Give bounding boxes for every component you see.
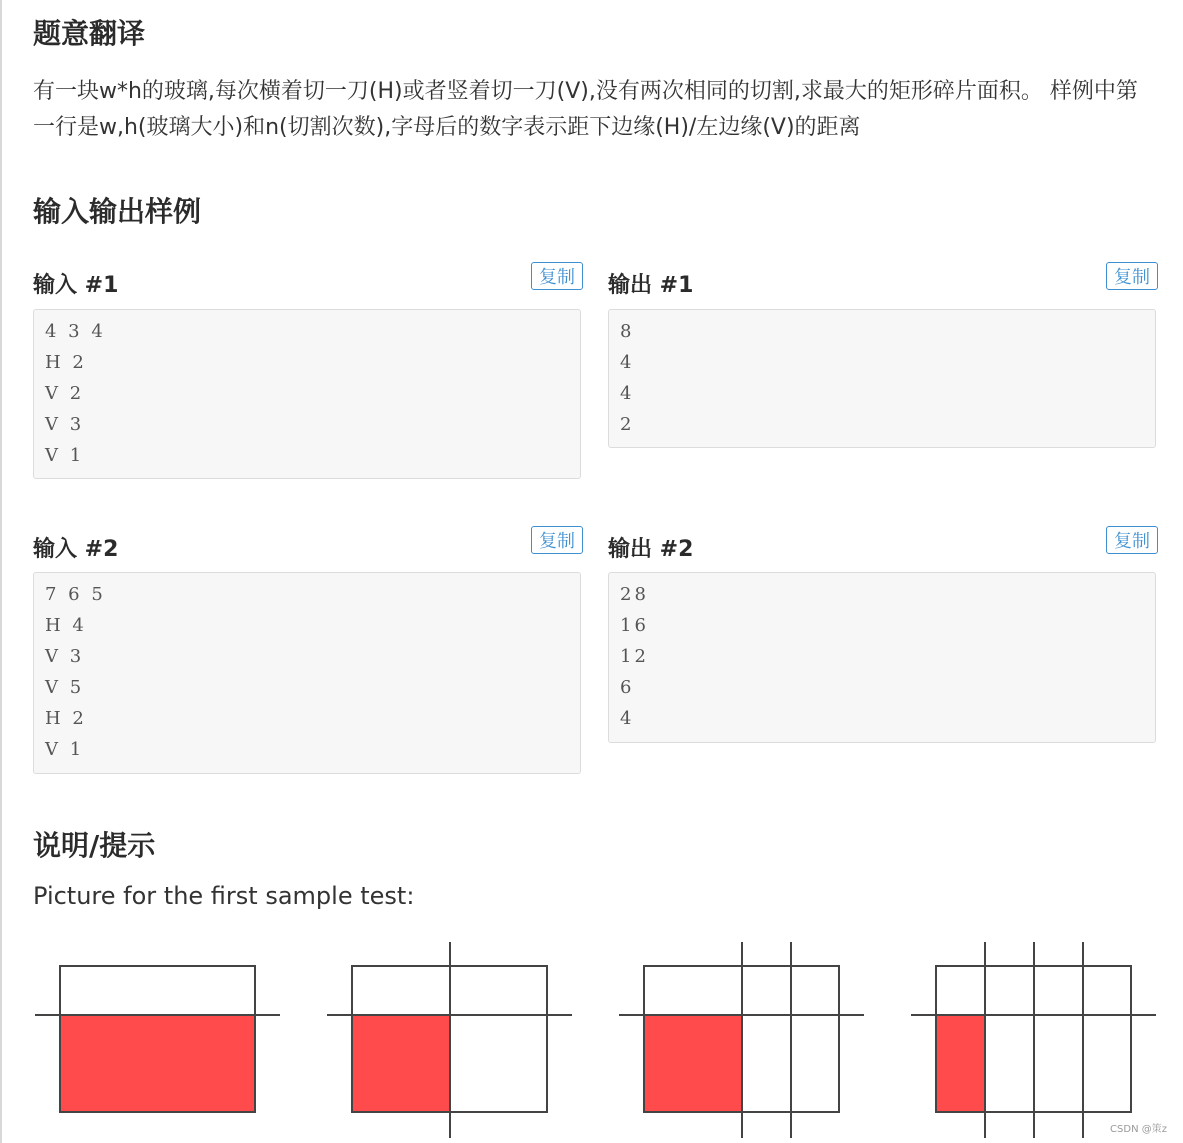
code-line: 12 [620,646,649,667]
translation-title: 题意翻译 [33,17,146,50]
sample-output-2-label: 输出 #2 [608,537,694,562]
sample-output-1 [608,262,1158,435]
hint-text: Picture for the first sample test: [33,882,415,910]
sample-output-2-code [608,572,1156,743]
sample-input-2 [33,526,583,760]
code-line: H 2 [45,708,87,729]
code-line: 4 [620,352,635,373]
sample-output-2 [608,526,1158,729]
code-line: 2 [620,414,635,435]
code-line: 7 6 5 [45,584,106,605]
sample-input-2-code [33,572,581,774]
samples-title: 输入输出样例 [33,195,202,228]
copy-input-1-button[interactable]: 复制 [531,262,583,290]
sample-output-1-code [608,309,1156,448]
cut-figure-1 [33,940,283,1140]
cut-figure-4 [909,940,1159,1140]
cut-figure-3 [617,940,867,1140]
code-line: V 3 [45,646,85,667]
code-line: V 1 [45,739,85,760]
sample-illustration [33,940,1163,1140]
code-line: 4 [620,383,635,404]
hint-title: 说明/提示 [33,829,156,862]
code-line: V 5 [45,677,85,698]
sample-input-2-label: 输入 #2 [33,537,119,562]
sample-input-1-label: 输入 #1 [33,273,119,298]
left-border [0,0,2,1143]
sample-output-1-label: 输出 #1 [608,273,694,298]
code-line: H 2 [45,352,87,373]
sample-input-1 [33,262,583,466]
copy-input-2-button[interactable]: 复制 [531,526,583,554]
code-line: 28 [620,584,649,605]
code-line: 16 [620,615,649,636]
code-line: 4 [620,708,635,729]
code-line: 6 [620,677,635,698]
copy-output-1-button[interactable]: 复制 [1106,262,1158,290]
code-line: H 4 [45,615,87,636]
cut-figure-2 [325,940,575,1140]
code-line: V 1 [45,445,85,466]
translation-text: 有一块w*h的玻璃,每次横着切一刀(H)或者竖着切一刀(V),没有两次相同的切割,求最大的矩形碎片面积。 样例中第一行是w,h(玻璃大小)和n(切割次数),字母后的数字表示距下边缘(H)/左边缘(V)的距离 [33,79,1138,140]
code-line: V 3 [45,414,85,435]
watermark: CSDN @策z [1110,1124,1167,1135]
copy-output-2-button[interactable]: 复制 [1106,526,1158,554]
code-line: 8 [620,321,635,342]
code-line: V 2 [45,383,85,404]
code-line: 4 3 4 [45,321,106,342]
sample-input-1-code [33,309,581,479]
